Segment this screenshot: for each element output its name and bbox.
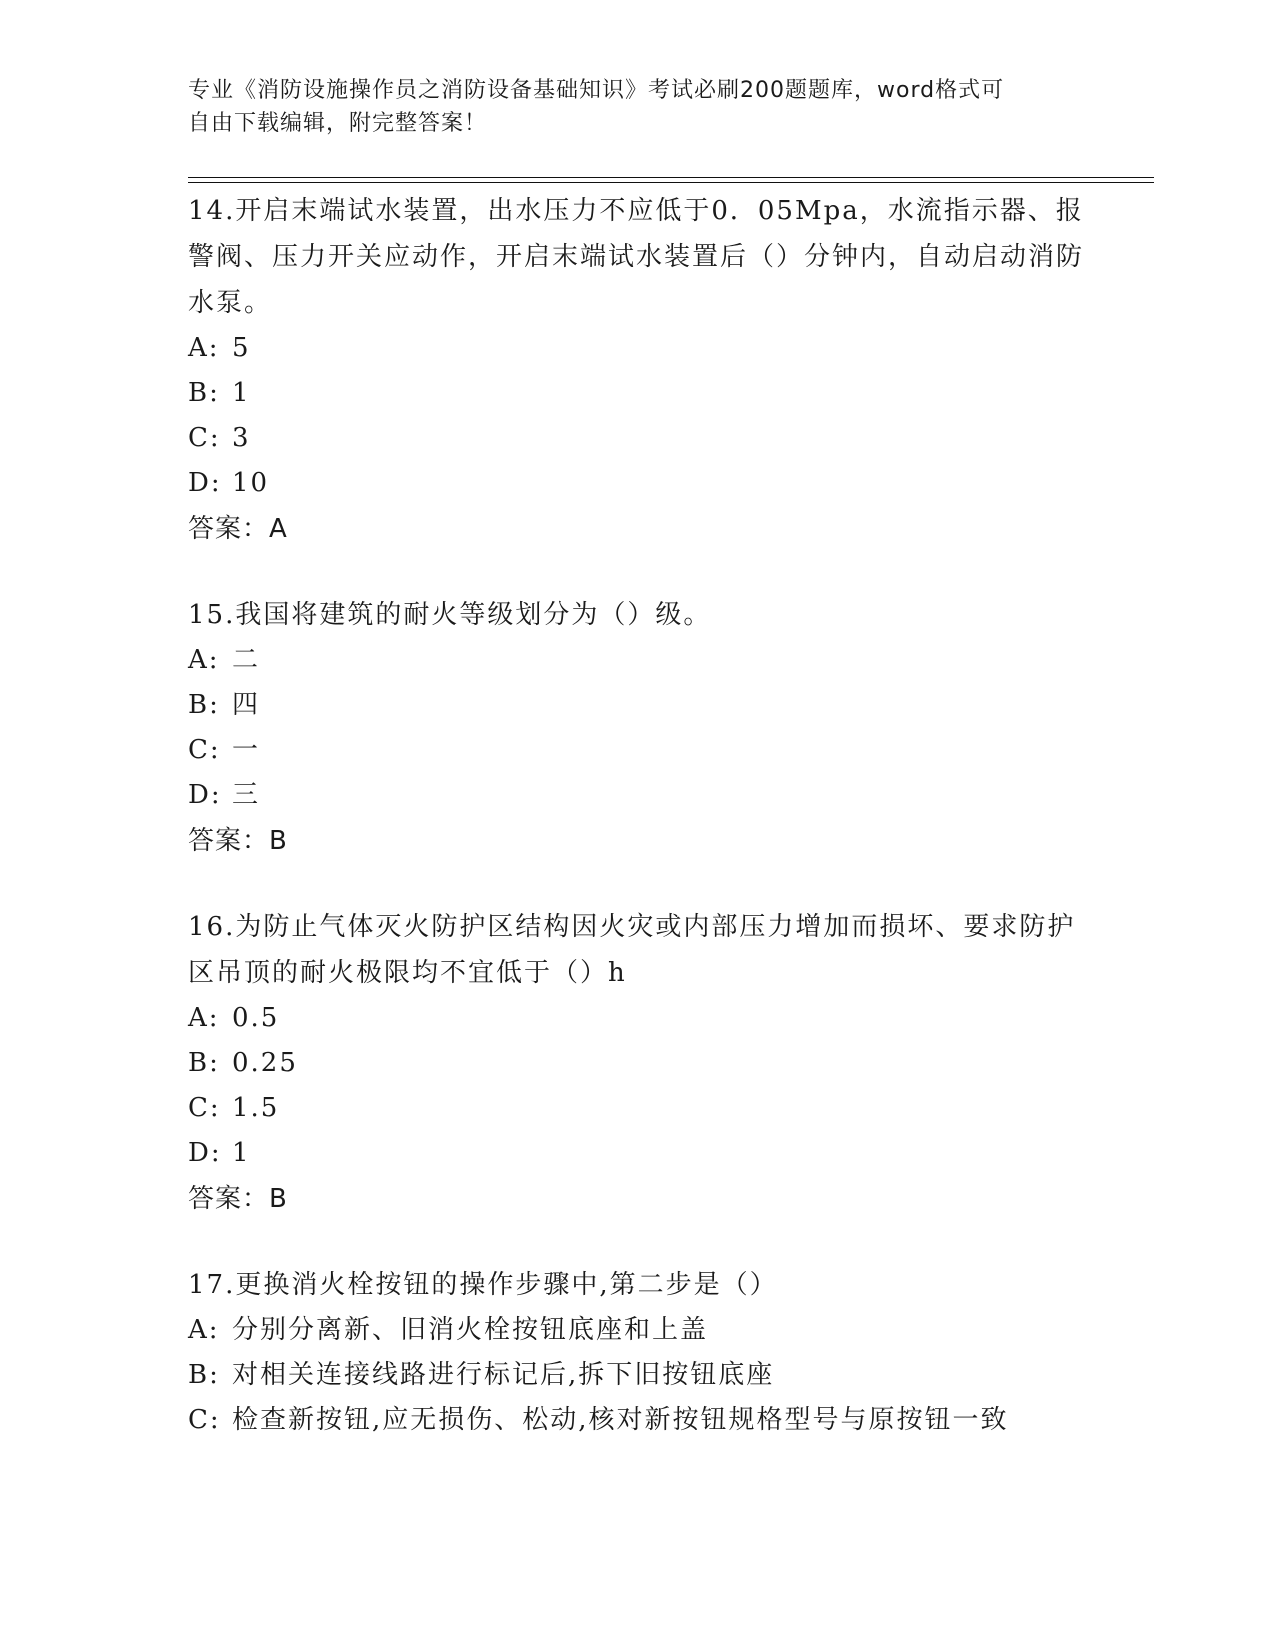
option-a — [188, 638, 1088, 683]
option-key: C: — [188, 1405, 221, 1435]
option-text: 检查新按钮,应无损伤、松动,核对新按钮规格型号与原按钮一致 — [232, 1405, 1009, 1435]
option-a — [188, 1308, 1088, 1353]
option-d — [188, 773, 1088, 818]
option-c — [188, 1398, 1088, 1443]
option-b — [188, 683, 1088, 728]
question-block — [188, 188, 1088, 552]
document-header — [188, 74, 1068, 140]
answer-line: 答案：A — [188, 514, 288, 544]
option-text: 5 — [232, 333, 251, 363]
option-key: A: — [188, 645, 220, 675]
option-text: 0.25 — [232, 1048, 298, 1078]
option-text: 四 — [232, 690, 261, 720]
option-c — [188, 728, 1088, 773]
question-list — [188, 188, 1088, 1483]
question-stem: 16.为防止气体灭火防护区结构因火灾或内部压力增加而损坏、要求防护区吊顶的耐火极限均不宜低于（）h — [188, 912, 1076, 988]
option-text: 10 — [232, 468, 270, 498]
option-text: 0.5 — [232, 1003, 280, 1033]
option-d — [188, 461, 1088, 506]
option-a — [188, 996, 1088, 1041]
option-text: 三 — [232, 780, 261, 810]
option-text: 分别分离新、旧消火栓按钮底座和上盖 — [232, 1315, 709, 1345]
option-key: D: — [188, 780, 222, 810]
option-text: 对相关连接线路进行标记后,拆下旧按钮底座 — [232, 1360, 775, 1390]
option-text: 1 — [232, 378, 251, 408]
option-key: A: — [188, 333, 220, 363]
option-b — [188, 1353, 1088, 1398]
option-text: 一 — [232, 735, 261, 765]
option-text: 1 — [232, 1138, 251, 1168]
header-line-2: 自由下载编辑，附完整答案！ — [188, 111, 488, 136]
option-c — [188, 1086, 1088, 1131]
option-key: C: — [188, 735, 221, 765]
option-key: A: — [188, 1003, 220, 1033]
option-text: 1.5 — [232, 1093, 280, 1123]
question-stem: 17.更换消火栓按钮的操作步骤中,第二步是（） — [188, 1270, 778, 1300]
answer-line: 答案：B — [188, 1184, 288, 1214]
option-key: D: — [188, 1138, 222, 1168]
option-b — [188, 1041, 1088, 1086]
header-divider-top — [188, 177, 1154, 178]
question-block — [188, 592, 1088, 864]
option-key: B: — [188, 1048, 220, 1078]
option-key: A: — [188, 1315, 220, 1345]
option-a — [188, 326, 1088, 371]
option-d — [188, 1131, 1088, 1176]
question-block — [188, 1262, 1088, 1443]
option-key: D: — [188, 468, 222, 498]
option-text: 二 — [232, 645, 261, 675]
header-divider-bottom — [188, 182, 1154, 183]
answer-line: 答案：B — [188, 826, 288, 856]
option-key: B: — [188, 1360, 220, 1390]
question-stem: 15.我国将建筑的耐火等级划分为（）级。 — [188, 600, 712, 630]
option-c — [188, 416, 1088, 461]
option-key: C: — [188, 423, 221, 453]
option-key: C: — [188, 1093, 221, 1123]
option-key: B: — [188, 690, 220, 720]
question-stem: 14.开启末端试水装置，出水压力不应低于0．05Mpa，水流指示器、报警阀、压力开关应动作，开启末端试水装置后（）分钟内，自动启动消防水泵。 — [188, 196, 1085, 318]
question-block — [188, 904, 1088, 1222]
option-text: 3 — [232, 423, 251, 453]
header-line-1: 专业《消防设施操作员之消防设备基础知识》考试必刷200题题库，word格式可 — [188, 78, 1005, 103]
option-key: B: — [188, 378, 220, 408]
option-b — [188, 371, 1088, 416]
